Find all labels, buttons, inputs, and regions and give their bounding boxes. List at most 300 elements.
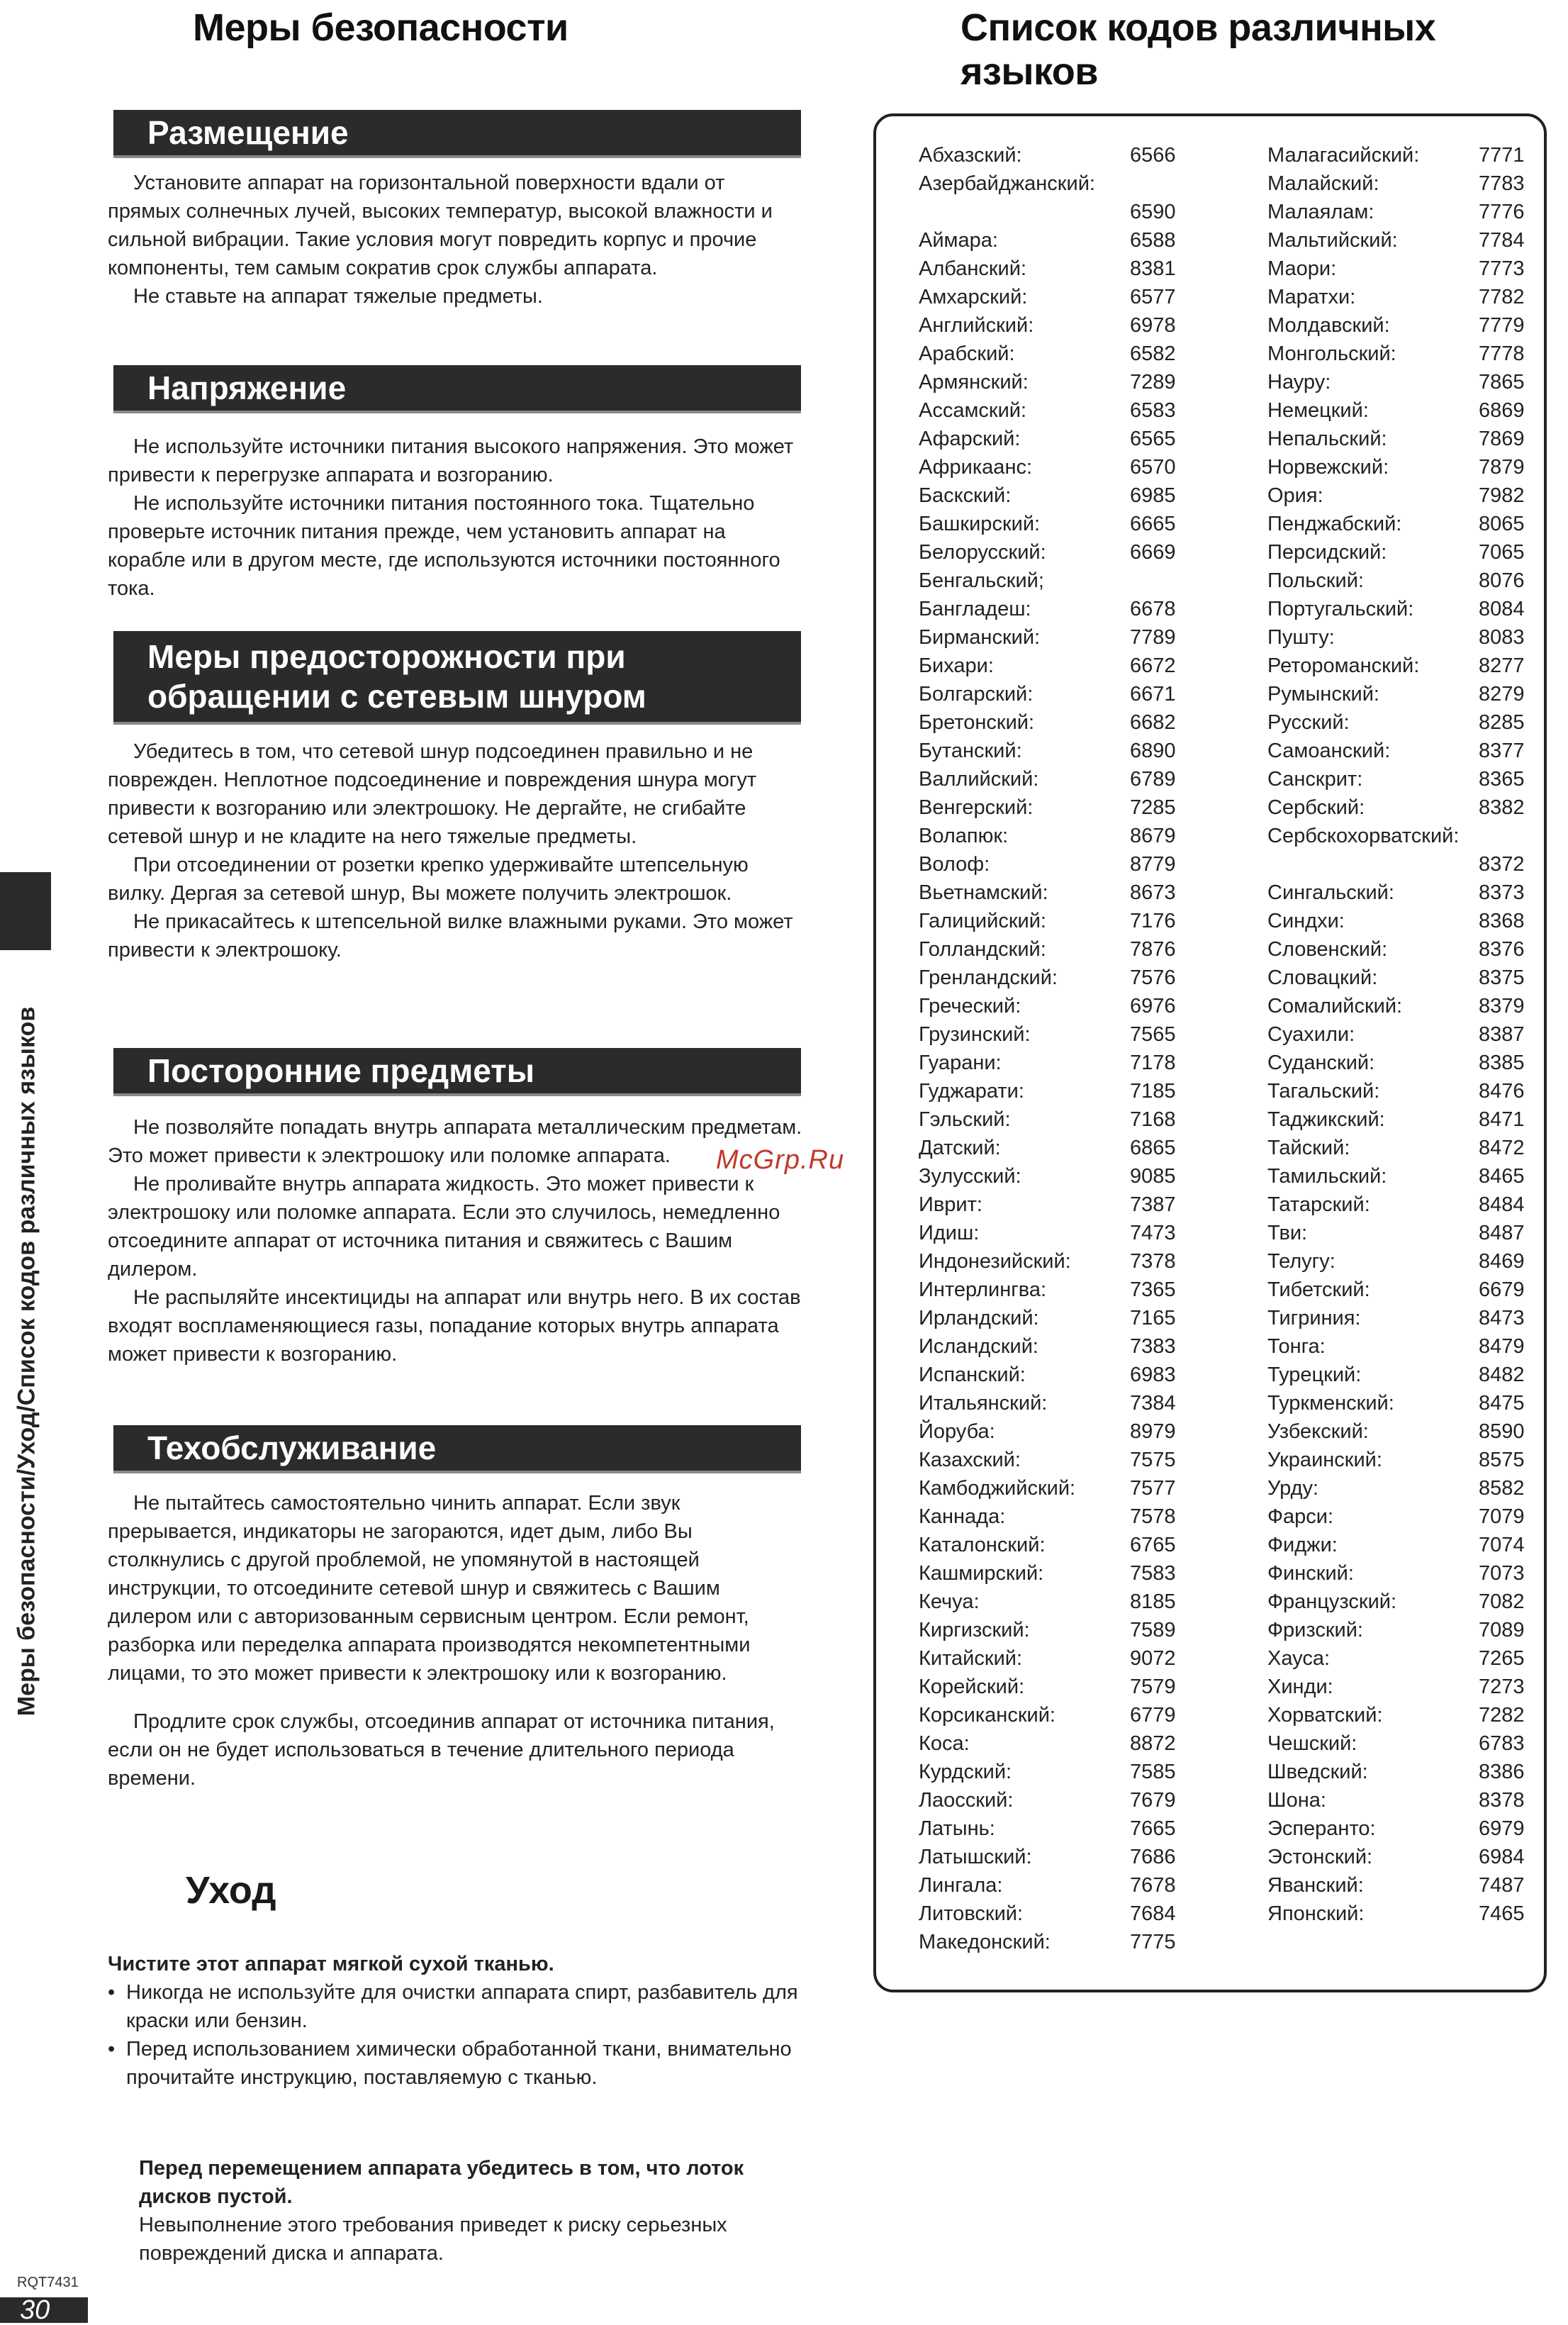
language-name: Хорватский: — [1267, 1704, 1383, 1727]
language-code-row — [919, 1616, 1223, 1644]
language-code-row — [919, 340, 1223, 368]
language-name: Датский: — [919, 1137, 1001, 1159]
language-code: 7865 — [1479, 371, 1525, 394]
language-code-row — [1267, 879, 1568, 907]
language-name: Шведский: — [1267, 1761, 1368, 1783]
language-code-row — [1267, 1276, 1568, 1304]
language-code: 8872 — [1130, 1732, 1176, 1755]
language-name: Бутанский: — [919, 740, 1022, 762]
language-code: 8387 — [1479, 1023, 1525, 1046]
language-code: 6570 — [1130, 456, 1176, 479]
language-name: Ория: — [1267, 484, 1323, 507]
language-code: 8487 — [1479, 1222, 1525, 1244]
language-code-row — [919, 652, 1223, 680]
language-code-row — [919, 1673, 1223, 1701]
language-name: Итальянский: — [919, 1392, 1048, 1415]
language-name: Тамильский: — [1267, 1165, 1387, 1188]
language-code: 6865 — [1130, 1137, 1176, 1159]
language-code: 7387 — [1130, 1193, 1176, 1216]
language-code-row — [1267, 1417, 1568, 1446]
language-name: Абхазский: — [919, 144, 1022, 167]
language-code-column-2 — [1267, 141, 1568, 1928]
language-code: 8277 — [1479, 654, 1525, 677]
language-code-row — [919, 283, 1223, 311]
language-code-row — [919, 1332, 1223, 1361]
language-name: Урду: — [1267, 1477, 1319, 1500]
language-code-row — [1267, 793, 1568, 822]
language-code-row — [1267, 935, 1568, 964]
language-code: 7778 — [1479, 342, 1525, 365]
language-code-row — [919, 992, 1223, 1020]
language-code: 8385 — [1479, 1052, 1525, 1074]
language-name: Бирманский: — [919, 626, 1041, 649]
language-name: Венгерский: — [919, 796, 1034, 819]
page-title-language-codes: Список кодов различных языков — [961, 6, 1436, 93]
language-code: 7079 — [1479, 1505, 1525, 1528]
language-code-row — [919, 1644, 1223, 1673]
language-code: 7178 — [1130, 1052, 1176, 1074]
language-code: 6976 — [1130, 995, 1176, 1017]
language-code-row — [1267, 311, 1568, 340]
language-code: 7383 — [1130, 1335, 1176, 1358]
language-name: Эсперанто: — [1267, 1817, 1376, 1840]
language-name: Китайский: — [919, 1647, 1023, 1670]
language-code: 6672 — [1130, 654, 1176, 677]
language-name: Ассамский: — [919, 399, 1027, 422]
language-code: 7773 — [1479, 257, 1525, 280]
language-name: Английский: — [919, 314, 1034, 337]
language-code: 6577 — [1130, 286, 1176, 308]
language-code-row — [919, 1843, 1223, 1871]
language-code-row — [1267, 1191, 1568, 1219]
language-code: 8084 — [1479, 598, 1525, 620]
language-name: Грузинский: — [919, 1023, 1031, 1046]
language-name: Суданский: — [1267, 1052, 1375, 1074]
language-code: 6679 — [1479, 1278, 1525, 1301]
language-name: Малаялам: — [1267, 201, 1374, 223]
model-code: RQT7431 — [17, 2275, 79, 2290]
language-code: 8382 — [1479, 796, 1525, 819]
language-code-row — [1267, 1644, 1568, 1673]
language-code-row — [1267, 283, 1568, 311]
language-code: 7686 — [1130, 1846, 1176, 1868]
language-code-row — [919, 1588, 1223, 1616]
section-heading-power-cord: Меры предосторожности при обращении с сетевым шнуром — [113, 631, 801, 725]
language-name: Лаосский: — [919, 1789, 1014, 1812]
language-code-row — [1267, 1786, 1568, 1814]
language-code-row — [919, 1814, 1223, 1843]
language-code-row — [1267, 510, 1568, 538]
language-code-row — [919, 198, 1223, 226]
side-tab-marker — [0, 872, 51, 950]
language-name: Волоф: — [919, 853, 990, 876]
language-name: Тибетский: — [1267, 1278, 1370, 1301]
language-code: 7575 — [1130, 1449, 1176, 1471]
language-name: Аймара: — [919, 229, 998, 252]
language-name: Синдхи: — [1267, 910, 1345, 932]
language-name: Молдавский: — [1267, 314, 1390, 337]
language-code: 7089 — [1479, 1619, 1525, 1641]
language-code-row — [1267, 1701, 1568, 1729]
language-code: 7585 — [1130, 1761, 1176, 1783]
language-code: 7565 — [1130, 1023, 1176, 1046]
language-code-row — [919, 1701, 1223, 1729]
language-name: Бангладеш: — [919, 598, 1031, 620]
language-code-row — [919, 879, 1223, 907]
language-code-row — [919, 1871, 1223, 1900]
language-code-row — [1267, 1389, 1568, 1417]
language-name: Фарси: — [1267, 1505, 1334, 1528]
language-code: 8076 — [1479, 569, 1525, 592]
language-code-row — [1267, 1077, 1568, 1105]
language-code: 9085 — [1130, 1165, 1176, 1188]
language-code: 7775 — [1130, 1931, 1176, 1953]
language-code: 7165 — [1130, 1307, 1176, 1329]
language-code-row — [919, 510, 1223, 538]
language-code: 8373 — [1479, 881, 1525, 904]
language-name: Малагасийский: — [1267, 144, 1420, 167]
language-code: 7771 — [1479, 144, 1525, 167]
language-code: 7784 — [1479, 229, 1525, 252]
language-code: 8479 — [1479, 1335, 1525, 1358]
language-code: 7583 — [1130, 1562, 1176, 1585]
language-code: 6565 — [1130, 428, 1176, 450]
language-name: Украинский: — [1267, 1449, 1382, 1471]
language-code-row — [1267, 1105, 1568, 1134]
language-code-row — [1267, 1474, 1568, 1502]
language-code: 8673 — [1130, 881, 1176, 904]
language-code: 6985 — [1130, 484, 1176, 507]
language-name: Гэльский: — [919, 1108, 1011, 1131]
paragraph: Не проливайте внутрь аппарата жидкость. Это может привести к электрошоку или поломке аппарата. Если это случилось, немедленно отсоедините аппарат от источника питания и свяжитесь с Вашим дилером. — [108, 1173, 780, 1281]
language-code: 8377 — [1479, 740, 1525, 762]
language-name: Йоруба: — [919, 1420, 995, 1443]
move-warning-text: Невыполнение этого требования приведет к риску серьезных повреждений диска и аппарата. — [139, 2214, 727, 2265]
language-code: 6869 — [1479, 399, 1525, 422]
language-name: Польский: — [1267, 569, 1365, 592]
language-name: Словенский: — [1267, 938, 1388, 961]
language-name: Каннада: — [919, 1505, 1006, 1528]
section-heading-foreign-objects: Посторонние предметы — [113, 1048, 801, 1096]
paragraph: Не ставьте на аппарат тяжелые предметы. — [133, 285, 543, 308]
language-name: Финский: — [1267, 1562, 1354, 1585]
language-code: 9072 — [1130, 1647, 1176, 1670]
language-name: Азербайджанский: — [919, 172, 1095, 195]
language-code-row — [919, 595, 1223, 623]
language-code-row — [1267, 396, 1568, 425]
language-code-row — [1267, 340, 1568, 368]
language-code-row — [1267, 1616, 1568, 1644]
language-name: Корейский: — [919, 1676, 1025, 1698]
language-code-row — [1267, 425, 1568, 453]
care-bullet: • Перед использованием химически обработанной ткани, внимательно прочитайте инструкцию, поставляемую с тканью. — [108, 2035, 802, 2092]
section-body-power-cord — [108, 737, 802, 964]
care-body — [108, 1950, 802, 2092]
language-code-row — [919, 1389, 1223, 1417]
paragraph: Не используйте источники питания высокого напряжения. Это может привести к перегрузке аппарата и возгоранию. — [108, 435, 794, 486]
language-code: 7473 — [1130, 1222, 1176, 1244]
language-code: 7879 — [1479, 456, 1525, 479]
language-name: Ирландский: — [919, 1307, 1039, 1329]
language-code-row — [1267, 1247, 1568, 1276]
language-code: 8378 — [1479, 1789, 1525, 1812]
language-code-row — [1267, 1531, 1568, 1559]
language-code-row — [1267, 1502, 1568, 1531]
language-code-row — [1267, 1900, 1568, 1928]
language-name: Маори: — [1267, 257, 1337, 280]
language-code-row — [919, 964, 1223, 992]
language-code: 8279 — [1479, 683, 1525, 706]
language-code-row — [919, 1049, 1223, 1077]
language-code-row — [1267, 1446, 1568, 1474]
paragraph: Не позволяйте попадать внутрь аппарата металлическим предметам. Это может привести к электрошоку или поломке аппарата. — [108, 1116, 802, 1167]
language-code: 6789 — [1130, 768, 1176, 791]
language-code-row — [1267, 992, 1568, 1020]
page-title-safety: Меры безопасности — [193, 6, 569, 49]
language-code: 6984 — [1479, 1846, 1525, 1868]
language-name: Испанский: — [919, 1364, 1026, 1386]
language-code: 8379 — [1479, 995, 1525, 1017]
language-code-column-1 — [919, 141, 1223, 1956]
language-name: Кечуа: — [919, 1590, 980, 1613]
language-code: 6665 — [1130, 513, 1176, 535]
language-code: 7678 — [1130, 1874, 1176, 1897]
language-code: 7282 — [1479, 1704, 1525, 1727]
language-code: 6765 — [1130, 1534, 1176, 1556]
language-name: Сингальский: — [1267, 881, 1394, 904]
language-code-row — [919, 1276, 1223, 1304]
language-name: Казахский: — [919, 1449, 1021, 1471]
language-code: 7776 — [1479, 201, 1525, 223]
language-code-row — [919, 1786, 1223, 1814]
language-code: 8582 — [1479, 1477, 1525, 1500]
language-name: Румынский: — [1267, 683, 1379, 706]
language-code-row — [919, 737, 1223, 765]
language-code: 8575 — [1479, 1449, 1525, 1471]
section-heading-maintenance: Техобслуживание — [113, 1425, 801, 1473]
language-code-row — [1267, 822, 1568, 850]
language-code-row — [919, 1531, 1223, 1559]
language-code: 7876 — [1130, 938, 1176, 961]
language-code-row — [1267, 964, 1568, 992]
language-code: 6978 — [1130, 314, 1176, 337]
language-code-row — [919, 425, 1223, 453]
language-name: Хауса: — [1267, 1647, 1331, 1670]
language-code-row — [919, 368, 1223, 396]
language-code-row — [919, 680, 1223, 708]
section-body-maintenance — [108, 1489, 802, 1792]
section-body-placement — [108, 169, 802, 311]
language-code: 7679 — [1130, 1789, 1176, 1812]
care-intro: Чистите этот аппарат мягкой сухой тканью. — [108, 1953, 554, 1975]
language-name: Зулусский: — [919, 1165, 1021, 1188]
language-code-row — [1267, 1588, 1568, 1616]
language-code-row — [919, 1758, 1223, 1786]
language-code: 8679 — [1130, 825, 1176, 847]
language-name: Тви: — [1267, 1222, 1308, 1244]
language-name: Хинди: — [1267, 1676, 1333, 1698]
language-name: Тигриния: — [1267, 1307, 1361, 1329]
language-name: Непальский: — [1267, 428, 1387, 450]
language-name: Немецкий: — [1267, 399, 1369, 422]
language-code-row — [1267, 1871, 1568, 1900]
language-name: Баскский: — [919, 484, 1012, 507]
paragraph: Убедитесь в том, что сетевой шнур подсоединен правильно и не поврежден. Неплотное подсоединение и повреждения шнура могут привести к возгоранию или электрошоку. Не дергайте, не сгибайте сетевой шнур и не кладите на него тяжелые предметы. — [108, 740, 757, 848]
language-code: 6979 — [1479, 1817, 1525, 1840]
language-name: Галицийский: — [919, 910, 1046, 932]
language-code-row — [919, 311, 1223, 340]
language-code-box — [873, 113, 1547, 1992]
side-caption-text: Меры безопасности/Уход/Список кодов различных языков — [13, 1006, 40, 1717]
language-code-row — [919, 1474, 1223, 1502]
language-code: 7789 — [1130, 626, 1176, 649]
language-code: 8472 — [1479, 1137, 1525, 1159]
language-name: Гренландский: — [919, 966, 1058, 989]
language-code-row — [1267, 1361, 1568, 1389]
language-code: 7265 — [1479, 1647, 1525, 1670]
language-code-row — [919, 481, 1223, 510]
language-code: 7378 — [1130, 1250, 1176, 1273]
paragraph: Установите аппарат на горизонтальной поверхности вдали от прямых солнечных лучей, высоких температур, высокой влажности и сильной вибрации. Такие условия могут повредить корпус и прочие компоненты, тем самым сократив срок службы аппарата. — [108, 172, 773, 279]
language-code: 6671 — [1130, 683, 1176, 706]
language-code-row — [1267, 1162, 1568, 1191]
language-name: Башкирский: — [919, 513, 1041, 535]
language-code: 7783 — [1479, 172, 1525, 195]
section-heading-placement: Размещение — [113, 110, 801, 158]
page-number: 30 — [0, 2297, 88, 2323]
language-name: Яванский: — [1267, 1874, 1364, 1897]
language-code-row — [1267, 680, 1568, 708]
language-code-row — [919, 255, 1223, 283]
language-name: Идиш: — [919, 1222, 980, 1244]
language-code: 7273 — [1479, 1676, 1525, 1698]
language-code: 6682 — [1130, 711, 1176, 734]
language-name: Бихари: — [919, 654, 994, 677]
language-code: 8285 — [1479, 711, 1525, 734]
language-code-row — [1267, 595, 1568, 623]
language-code: 7465 — [1479, 1902, 1525, 1925]
language-name: Пенджабский: — [1267, 513, 1402, 535]
language-name: Гуарани: — [919, 1052, 1002, 1074]
language-name: Бенгальский; — [919, 569, 1044, 592]
language-code-row — [919, 822, 1223, 850]
language-name: Камбоджийский: — [919, 1477, 1076, 1500]
language-code-row — [1267, 907, 1568, 935]
language-code: 8475 — [1479, 1392, 1525, 1415]
language-name: Тонга: — [1267, 1335, 1326, 1358]
language-code: 7365 — [1130, 1278, 1176, 1301]
language-code: 8065 — [1479, 513, 1525, 535]
language-code: 8779 — [1130, 853, 1176, 876]
language-code: 7589 — [1130, 1619, 1176, 1641]
language-name: Бретонский: — [919, 711, 1035, 734]
language-code: 7782 — [1479, 286, 1525, 308]
language-name: Сербскохорватский: — [1267, 825, 1460, 847]
language-code: 7665 — [1130, 1817, 1176, 1840]
paragraph: Не пытайтесь самостоятельно чинить аппарат. Если звук прерывается, индикаторы не загораются, идет дым, либо Вы столкнулись с другой проблемой, не упомянутой в настоящей инструкции, то отсоедините сетевой шнур и свяжитесь с Вашим дилером или с авторизованным сервисным центром. Если ремонт, разборка или переделка аппарата производятся некомпетентными лицами, то это может привести к электрошоку или к возгоранию. — [108, 1492, 751, 1685]
language-name: Португальский: — [1267, 598, 1414, 620]
language-code-row — [919, 141, 1223, 169]
language-code: 7684 — [1130, 1902, 1176, 1925]
language-code: 6779 — [1130, 1704, 1176, 1727]
language-code-row — [1267, 652, 1568, 680]
language-code-row — [919, 538, 1223, 567]
language-name: Афарский: — [919, 428, 1021, 450]
language-code: 8465 — [1479, 1165, 1525, 1188]
care-heading: Уход — [186, 1869, 276, 1912]
language-name: Эстонский: — [1267, 1846, 1373, 1868]
language-name: Санскрит: — [1267, 768, 1363, 791]
language-code-row — [1267, 169, 1568, 198]
language-code: 7579 — [1130, 1676, 1176, 1698]
language-name: Албанский: — [919, 257, 1026, 280]
language-name: Каталонский: — [919, 1534, 1046, 1556]
language-name: Самоанский: — [1267, 740, 1391, 762]
side-caption — [6, 971, 48, 1751]
language-name: Белорусский: — [919, 541, 1046, 564]
language-code-row — [919, 453, 1223, 481]
language-code-row — [1267, 708, 1568, 737]
language-code: 6669 — [1130, 541, 1176, 564]
language-name: Корсиканский: — [919, 1704, 1055, 1727]
language-name: Ретороманский: — [1267, 654, 1420, 677]
language-code-row — [1267, 453, 1568, 481]
language-code: 7176 — [1130, 910, 1176, 932]
language-name: Африкаанс: — [919, 456, 1033, 479]
language-code-row — [919, 765, 1223, 793]
language-code: 7578 — [1130, 1505, 1176, 1528]
language-name: Японский: — [1267, 1902, 1365, 1925]
language-code: 8979 — [1130, 1420, 1176, 1443]
language-code-row — [1267, 1758, 1568, 1786]
language-name: Шона: — [1267, 1789, 1326, 1812]
language-name: Малайский: — [1267, 172, 1379, 195]
language-code-row — [919, 1247, 1223, 1276]
language-code: 8185 — [1130, 1590, 1176, 1613]
language-code: 6582 — [1130, 342, 1176, 365]
language-code-row — [919, 623, 1223, 652]
language-name: Индонезийский: — [919, 1250, 1071, 1273]
language-code-row — [1267, 226, 1568, 255]
language-name: Науру: — [1267, 371, 1331, 394]
language-code-row — [1267, 255, 1568, 283]
language-name: Словацкий: — [1267, 966, 1378, 989]
language-code-row — [919, 1134, 1223, 1162]
language-name: Валлийский: — [919, 768, 1039, 791]
language-name: Гуджарати: — [919, 1080, 1024, 1103]
language-name: Чешский: — [1267, 1732, 1357, 1755]
language-code: 7168 — [1130, 1108, 1176, 1131]
move-warning — [139, 2154, 777, 2268]
language-code: 6583 — [1130, 399, 1176, 422]
language-name: Телугу: — [1267, 1250, 1335, 1273]
language-code-row — [919, 1191, 1223, 1219]
language-code: 8368 — [1479, 910, 1525, 932]
language-code-row — [919, 1361, 1223, 1389]
paragraph: При отсоединении от розетки крепко удерживайте штепсельную вилку. Дергая за сетевой шнур, Вы можете получить электрошок. — [108, 854, 749, 905]
language-code-row — [1267, 141, 1568, 169]
language-code-row — [1267, 1134, 1568, 1162]
language-code: 7074 — [1479, 1534, 1525, 1556]
language-code: 8375 — [1479, 966, 1525, 989]
language-name: Мальтийский: — [1267, 229, 1398, 252]
care-bullet: • Никогда не используйте для очистки аппарата спирт, разбавитель для краски или бензин. — [108, 1978, 802, 2035]
language-code: 7487 — [1479, 1874, 1525, 1897]
language-code: 6590 — [1130, 201, 1176, 223]
language-code-row — [919, 1105, 1223, 1134]
language-name: Татарский: — [1267, 1193, 1370, 1216]
language-name: Курдский: — [919, 1761, 1012, 1783]
